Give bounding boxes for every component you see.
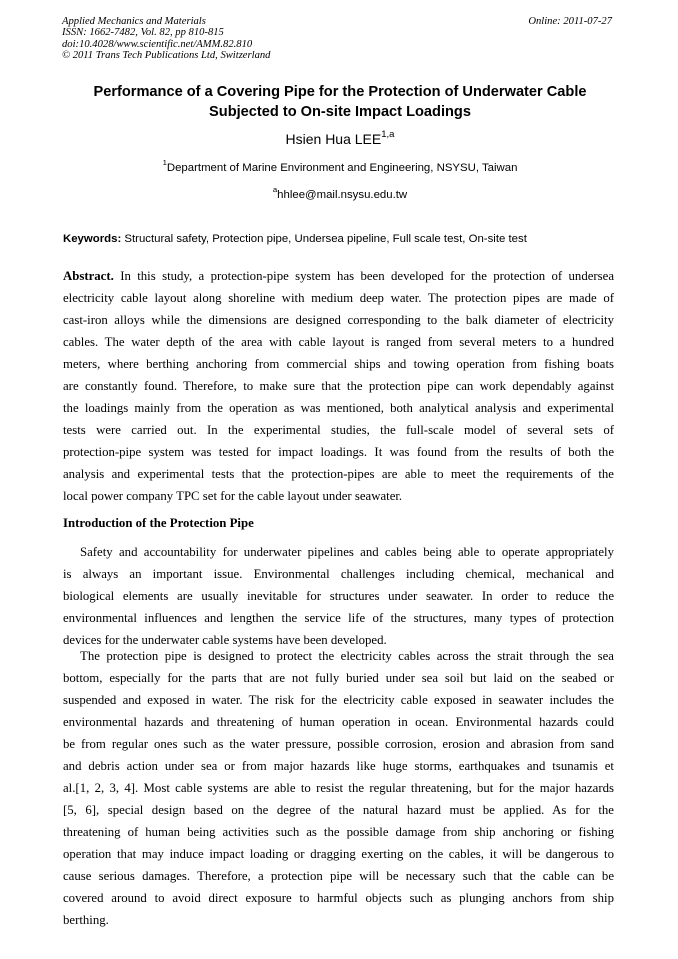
journal-header <box>62 16 270 62</box>
author-name: Hsien Hua LEE <box>285 131 382 147</box>
abstract-line: the loadings mainly from the operation as was mentioned, both analytical analysis and experimental <box>63 401 614 415</box>
author-email <box>40 185 640 201</box>
paragraph-line: threatening of human being activities such as the possible damage from ship anchoring or fishing <box>63 825 614 839</box>
keywords <box>63 233 527 245</box>
paragraph-line: al.[1, 2, 3, 4]. Most cable systems are able to resist the regular threatening, but for the major hazards <box>63 781 614 795</box>
abstract-line: electricity cable layout along shoreline with medium deep water. The protection pipes are made of <box>63 291 614 305</box>
paragraph-line: devices for the underwater cable systems have been developed. <box>63 633 387 647</box>
abstract-line: analysis and experimental tests that the protection-pipes are able to meet the requirements of the <box>63 467 614 481</box>
email-text: hhlee@mail.nsysu.edu.tw <box>277 189 408 201</box>
keywords-label: Keywords: <box>63 233 122 245</box>
journal-name: Applied Mechanics and Materials <box>62 16 206 27</box>
paragraph-line: operation that may induce impact loading or dragging exerting on the cables, it will be dangerous to <box>63 847 614 861</box>
paper-title <box>40 82 640 122</box>
abstract-line: Abstract. In this study, a protection-pipe system has been developed for the protection of undersea <box>63 269 614 283</box>
paragraph-line: berthing. <box>63 913 109 927</box>
paragraph-line: and debris action under sea or from major hazards like huge storms, earthquakes and tsunamis et <box>63 759 614 773</box>
paragraph-line: be from regular ones such as the water pressure, possible corrosion, erosion and abrasion from sand <box>63 737 614 751</box>
abstract-line: cast-iron alloys while the dimensions are designed corresponding to the balk diameter of electricity <box>63 313 614 327</box>
paragraph-line: environmental hazards and threatening of human operation in ocean. Environmental hazards could <box>63 715 614 729</box>
paragraph-line: biological elements are usually inevitable for structures under seawater. In order to reduce the <box>63 589 614 603</box>
email-superscript: a <box>272 185 278 195</box>
abstract-line: cables. The water depth of the area with cable layout is ranged from several meters to a hundred <box>63 335 614 349</box>
abstract-line: local power company TPC set for the cable layout under seawater. <box>63 489 403 503</box>
paragraph-line: is always an important issue. Environmental challenges including chemical, mechanical and <box>63 567 614 581</box>
doi-line: doi:10.4028/www.scientific.net/AMM.82.810 <box>62 38 253 50</box>
paragraph-line: The protection pipe is designed to protect the electricity cables across the strait through the sea <box>80 649 614 663</box>
paragraph-line: bottom, especially for the parts that are not fully buried under sea soil but laid on the seabed or <box>63 671 614 685</box>
affiliation-text: Department of Marine Environment and Engineering, NSYSU, Taiwan <box>166 162 518 174</box>
paragraph-line: Safety and accountability for underwater pipelines and cables being able to operate appropriately <box>80 545 614 559</box>
paragraph-line: environmental influences and lengthen the service life of the structures, many types of protection <box>63 611 614 625</box>
paragraph-line: [5, 6], special design based on the degree of the natural hazard must be applied. As for the <box>63 803 614 817</box>
paragraph-line: suspended and exposed in water. The risk for the electricity cable exposed in seawater includes the <box>63 693 614 707</box>
keywords-text: Structural safety, Protection pipe, Undersea pipeline, Full scale test, On-site test <box>124 233 527 245</box>
copyright-line: © 2011 Trans Tech Publications Ltd, Switzerland <box>62 50 271 62</box>
section-heading: Introduction of the Protection Pipe <box>63 516 254 530</box>
paragraph-line: covered around to avoid direct exposure to harmful objects such as plunging anchors from ship <box>63 891 614 905</box>
abstract-label: Abstract. <box>63 269 114 283</box>
affiliation-superscript: 1 <box>162 158 167 168</box>
abstract-line: meters, where berthing anchoring from commercial ships and towing operation from fishing boats <box>63 357 614 371</box>
paragraph-line: cause serious damages. Therefore, a protection pipe will be necessary such that the cable can be <box>63 869 614 883</box>
online-date: Online: 2011-07-27 <box>528 16 612 27</box>
abstract-line: are constantly found. Therefore, to make sure that the protection pipe can work dependably against <box>63 379 614 393</box>
abstract-line: protection-pipe system was tested for impact loadings. It was found from the results of both the <box>63 445 614 459</box>
title-line-2: Subjected to On-site Impact Loadings <box>209 104 471 120</box>
abstract-line: tests were carried out. In the experimental studies, the full-scale model of several sets of <box>63 423 614 437</box>
affiliation <box>40 158 640 174</box>
author-superscript: 1,a <box>381 128 395 140</box>
title-line-1: Performance of a Covering Pipe for the Protection of Underwater Cable <box>93 84 587 100</box>
issn-line: ISSN: 1662-7482, Vol. 82, pp 810-815 <box>62 27 224 39</box>
author <box>40 128 640 147</box>
